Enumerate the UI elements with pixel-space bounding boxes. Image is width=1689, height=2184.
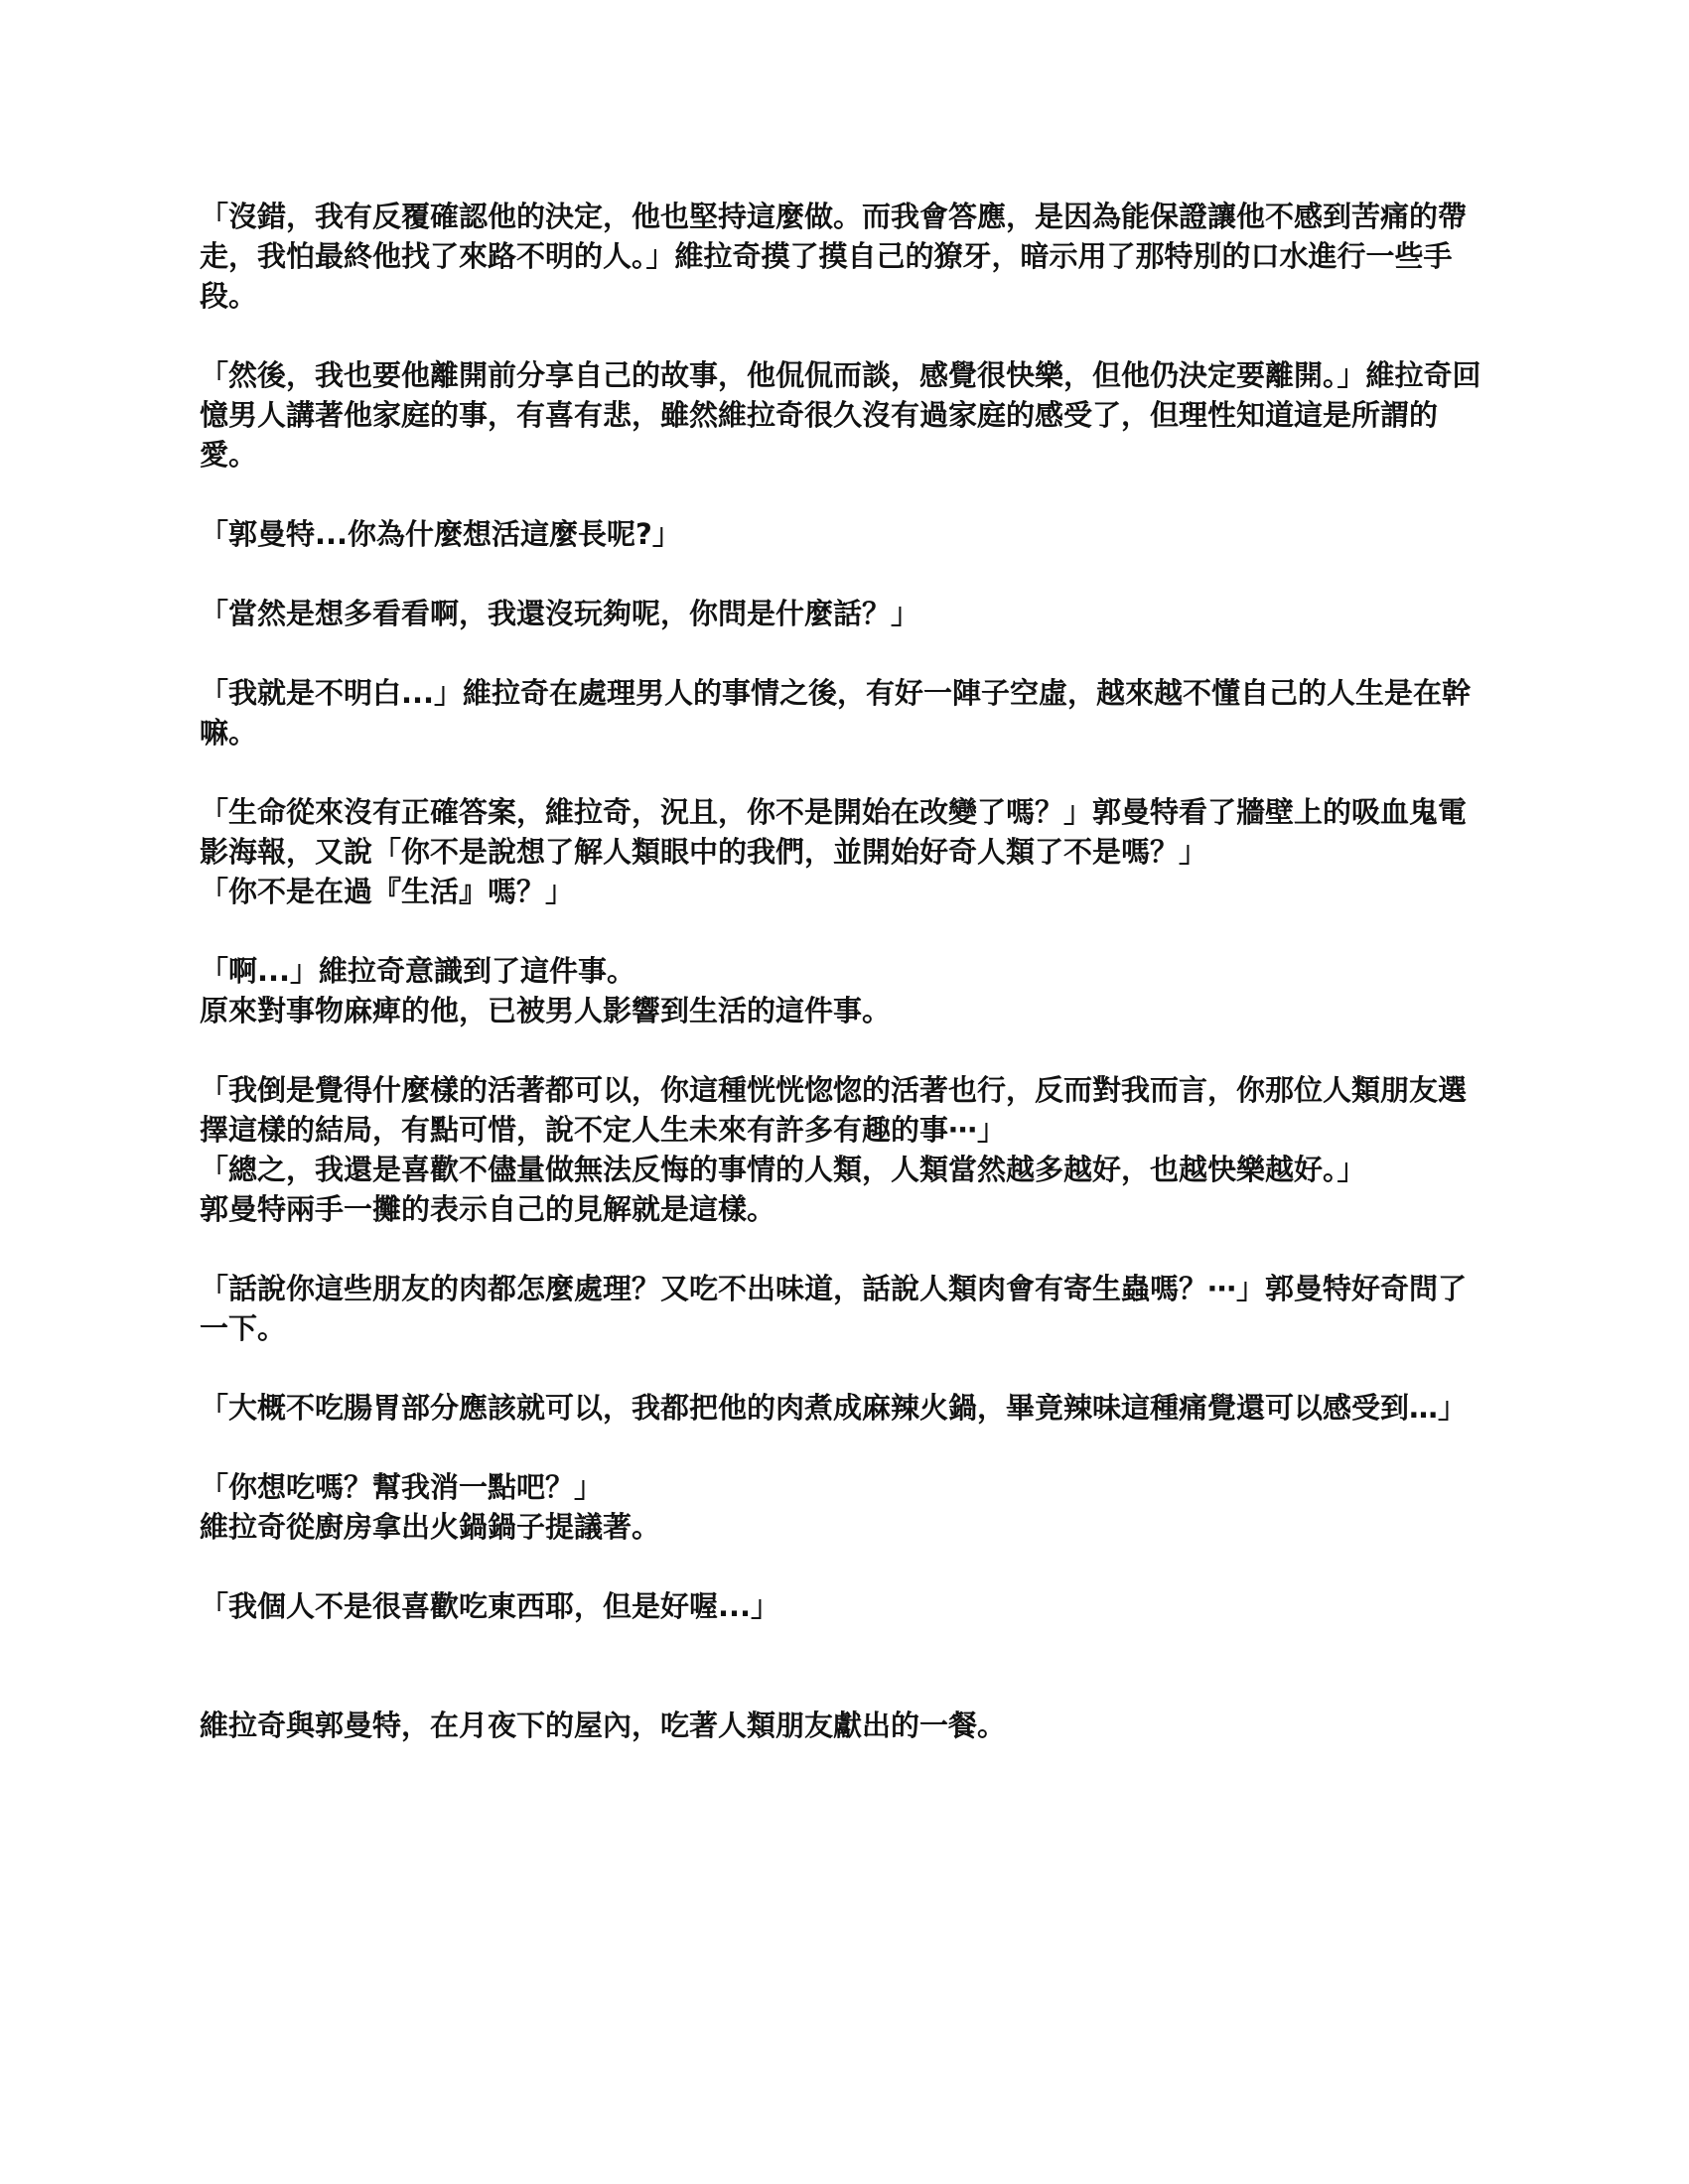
text-line: 「總之，我還是喜歡不儘量做無法反悔的事情的人類，人類當然越多越好，也越快樂越好。」 (200, 1153, 1366, 1186)
closing-paragraph (200, 1706, 1490, 1745)
text-line: 「話說你這些朋友的肉都怎麼處理？又吃不出味道，話說人類肉會有寄生蟲嗎？⋯」郭曼特好奇問了一下。 (200, 1272, 1468, 1345)
paragraph (200, 514, 1490, 554)
paragraph (200, 594, 1490, 633)
paragraph (200, 1467, 1490, 1547)
paragraph (200, 1586, 1490, 1626)
text-line: 郭曼特兩手一攤的表示自己的見解就是這樣。 (200, 1192, 776, 1226)
text-line: 「啊...」維拉奇意識到了這件事。 (200, 954, 636, 988)
paragraph (200, 951, 1490, 1030)
paragraph (200, 792, 1490, 911)
text-line: 「大概不吃腸胃部分應該就可以，我都把他的肉煮成麻辣火鍋，畢竟辣味這種痛覺還可以感受到…」 (200, 1391, 1468, 1425)
text-line: 「然後，我也要他離開前分享自己的故事，他侃侃而談，感覺很快樂，但他仍決定要離開。」維拉奇回憶男人講著他家庭的事，有喜有悲，雖然維拉奇很久沒有過家庭的感受了，但理性知道這是所謂的愛。 (200, 358, 1481, 472)
text-line: 「你想吃嗎？幫我消一點吧？」 (200, 1470, 604, 1504)
paragraph (200, 673, 1490, 752)
text-line: 「你不是在過『生活』嗎？」 (200, 875, 575, 908)
text-line: 「沒錯，我有反覆確認他的決定，他也堅持這麼做。而我會答應，是因為能保證讓他不感到苦痛的帶走，我怕最終他找了來路不明的人。」維拉奇摸了摸自己的獠牙，暗示用了那特別的口水進行一些手段。 (200, 200, 1468, 313)
paragraph (200, 197, 1490, 316)
text-line: 「生命從來沒有正確答案，維拉奇，況且，你不是開始在改變了嗎？」郭曼特看了牆壁上的吸血鬼電影海報，又說「你不是說想了解人類眼中的我們，並開始好奇人類了不是嗎？」 (200, 795, 1468, 869)
paragraph (200, 355, 1490, 475)
document-body (200, 197, 1490, 1785)
text-line: 「我倒是覺得什麼樣的活著都可以，你這種恍恍惚惚的活著也行，反而對我而言，你那位人類朋友選擇這樣的結局，有點可惜，說不定人生未來有許多有趣的事⋯」 (200, 1073, 1468, 1147)
paragraph (200, 1388, 1490, 1428)
paragraph (200, 1269, 1490, 1348)
text-line: 「我就是不明白...」維拉奇在處理男人的事情之後，有好一陣子空虛，越來越不懂自己的人生是在幹嘛。 (200, 676, 1472, 750)
text-line: 「當然是想多看看啊，我還沒玩夠呢，你問是什麼話？」 (200, 597, 920, 630)
text-line: 原來對事物麻痺的他，已被男人影響到生活的這件事。 (200, 994, 892, 1027)
text-line: 維拉奇從廚房拿出火鍋鍋子提議著。 (200, 1510, 661, 1544)
text-line: 「郭曼特...你為什麼想活這麼長呢?」 (200, 517, 681, 551)
text-line: 「我個人不是很喜歡吃東西耶，但是好喔...」 (200, 1589, 780, 1623)
text-line: 維拉奇與郭曼特，在月夜下的屋內，吃著人類朋友獻出的一餐。 (200, 1708, 1007, 1742)
paragraph (200, 1070, 1490, 1229)
